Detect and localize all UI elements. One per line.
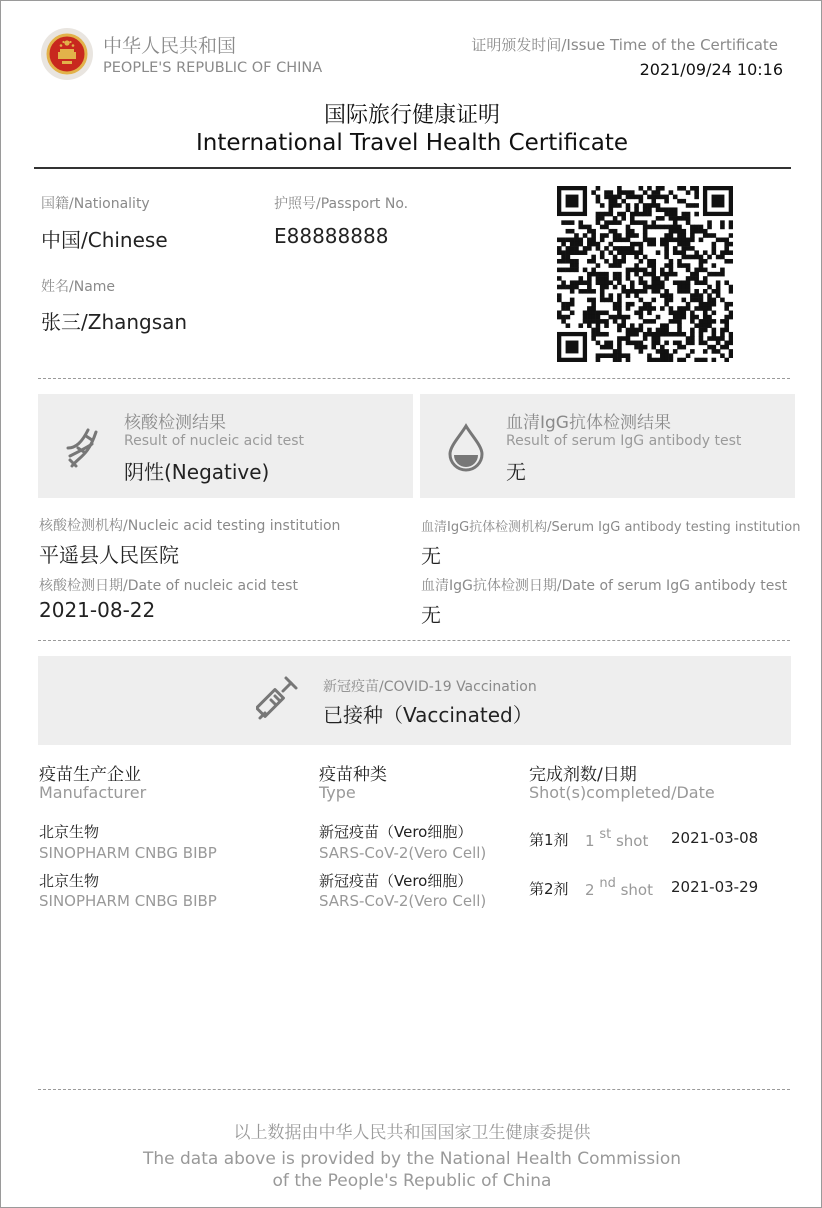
dose-1-suffix: st [599, 827, 612, 842]
manufacturer-header-cn: 疫苗生产企业 [39, 765, 141, 785]
igg-result-value: 无 [506, 460, 526, 484]
dose-2-label-cn: 第2剂 [529, 880, 569, 898]
type-header-en: Type [319, 783, 356, 802]
qr-code [557, 186, 733, 362]
dose-2-type-en: SARS-CoV-2(Vero Cell) [319, 892, 487, 910]
igg-date-value: 无 [421, 603, 441, 627]
manufacturer-header-en: Manufacturer [39, 783, 147, 802]
certificate-title-en: International Travel Health Certificate [195, 130, 629, 156]
type-header-cn: 疫苗种类 [319, 765, 387, 785]
section-divider [38, 1089, 790, 1090]
passport-label: 护照号/Passport No. [274, 196, 409, 212]
name-value: 张三/Zhangsan [41, 310, 188, 334]
dose-1-manufacturer-en: SINOPHARM CNBG BIBP [39, 844, 217, 862]
dose-1-number: 1 [585, 832, 595, 850]
dose-2-type-cn: 新冠疫苗（Vero细胞） [319, 872, 473, 890]
nationality-label: 国籍/Nationality [41, 196, 150, 212]
igg-result-subtitle: Result of serum IgG antibody test [506, 433, 742, 449]
country-name-cn: 中华人民共和国 [103, 35, 237, 57]
footer-source-cn: 以上数据由中华人民共和国国家卫生健康委提供 [233, 1123, 591, 1143]
nucleic-date-label: 核酸检测日期/Date of nucleic acid test [39, 578, 298, 594]
nucleic-institution-label: 核酸检测机构/Nucleic acid testing institution [39, 518, 341, 534]
dose-2-manufacturer-cn: 北京生物 [39, 872, 100, 890]
igg-result-title: 血清IgG抗体检测结果 [506, 413, 671, 433]
title-divider [34, 167, 791, 169]
vaccination-panel [38, 656, 791, 745]
igg-institution-value: 无 [421, 544, 441, 568]
drop-icon [444, 422, 488, 476]
dose-2-number: 2 [585, 881, 595, 899]
igg-result-panel [420, 394, 795, 498]
shots-header-cn: 完成剂数/日期 [529, 765, 637, 785]
vaccination-status: 已接种（Vaccinated） [323, 703, 533, 727]
national-emblem-icon [41, 28, 93, 80]
dose-2-date: 2021-03-29 [671, 878, 759, 896]
igg-date-label: 血清IgG抗体检测日期/Date of serum IgG antibody test [421, 578, 788, 594]
shots-header-en: Shot(s)completed/Date [529, 783, 715, 802]
dose-1-type-cn: 新冠疫苗（Vero细胞） [319, 823, 473, 841]
dose-1-label-cn: 第1剂 [529, 831, 569, 849]
dose-1-type-en: SARS-CoV-2(Vero Cell) [319, 844, 487, 862]
dna-icon [62, 426, 106, 474]
issue-time-label: 证明颁发时间/Issue Time of the Certificate [471, 36, 778, 54]
nucleic-result-subtitle: Result of nucleic acid test [124, 433, 305, 449]
footer-source-en-line2: of the People's Republic of China [272, 1171, 552, 1191]
section-divider [38, 378, 790, 379]
dose-1-ordinal [585, 829, 648, 850]
nucleic-date-value: 2021-08-22 [39, 598, 156, 622]
country-name-en: PEOPLE'S REPUBLIC OF CHINA [103, 60, 323, 76]
dose-1-shot: shot [615, 832, 649, 850]
dose-2-ordinal [585, 878, 653, 899]
name-label: 姓名/Name [41, 279, 116, 295]
nationality-value: 中国/Chinese [41, 228, 168, 252]
dose-2-shot: shot [620, 881, 653, 899]
syringe-icon [256, 674, 300, 726]
section-divider [38, 640, 790, 641]
footer-source-en-line1: The data above is provided by the National Health Commission [142, 1149, 682, 1169]
dose-2-manufacturer-en: SINOPHARM CNBG BIBP [39, 892, 217, 910]
nucleic-result-value: 阴性(Negative) [124, 460, 270, 484]
vaccination-title: 新冠疫苗/COVID-19 Vaccination [323, 679, 537, 695]
dose-1-manufacturer-cn: 北京生物 [39, 823, 100, 841]
nucleic-result-title: 核酸检测结果 [124, 413, 226, 433]
nucleic-acid-result-panel [38, 394, 413, 498]
issue-time-value: 2021/09/24 10:16 [639, 60, 783, 79]
passport-value: E88888888 [274, 224, 389, 248]
nucleic-institution-value: 平遥县人民医院 [39, 543, 179, 567]
certificate-title-cn: 国际旅行健康证明 [323, 103, 500, 128]
dose-2-suffix: nd [599, 876, 616, 891]
igg-institution-label: 血清IgG抗体检测机构/Serum IgG antibody testing institution [421, 520, 801, 535]
dose-1-date: 2021-03-08 [671, 829, 759, 847]
